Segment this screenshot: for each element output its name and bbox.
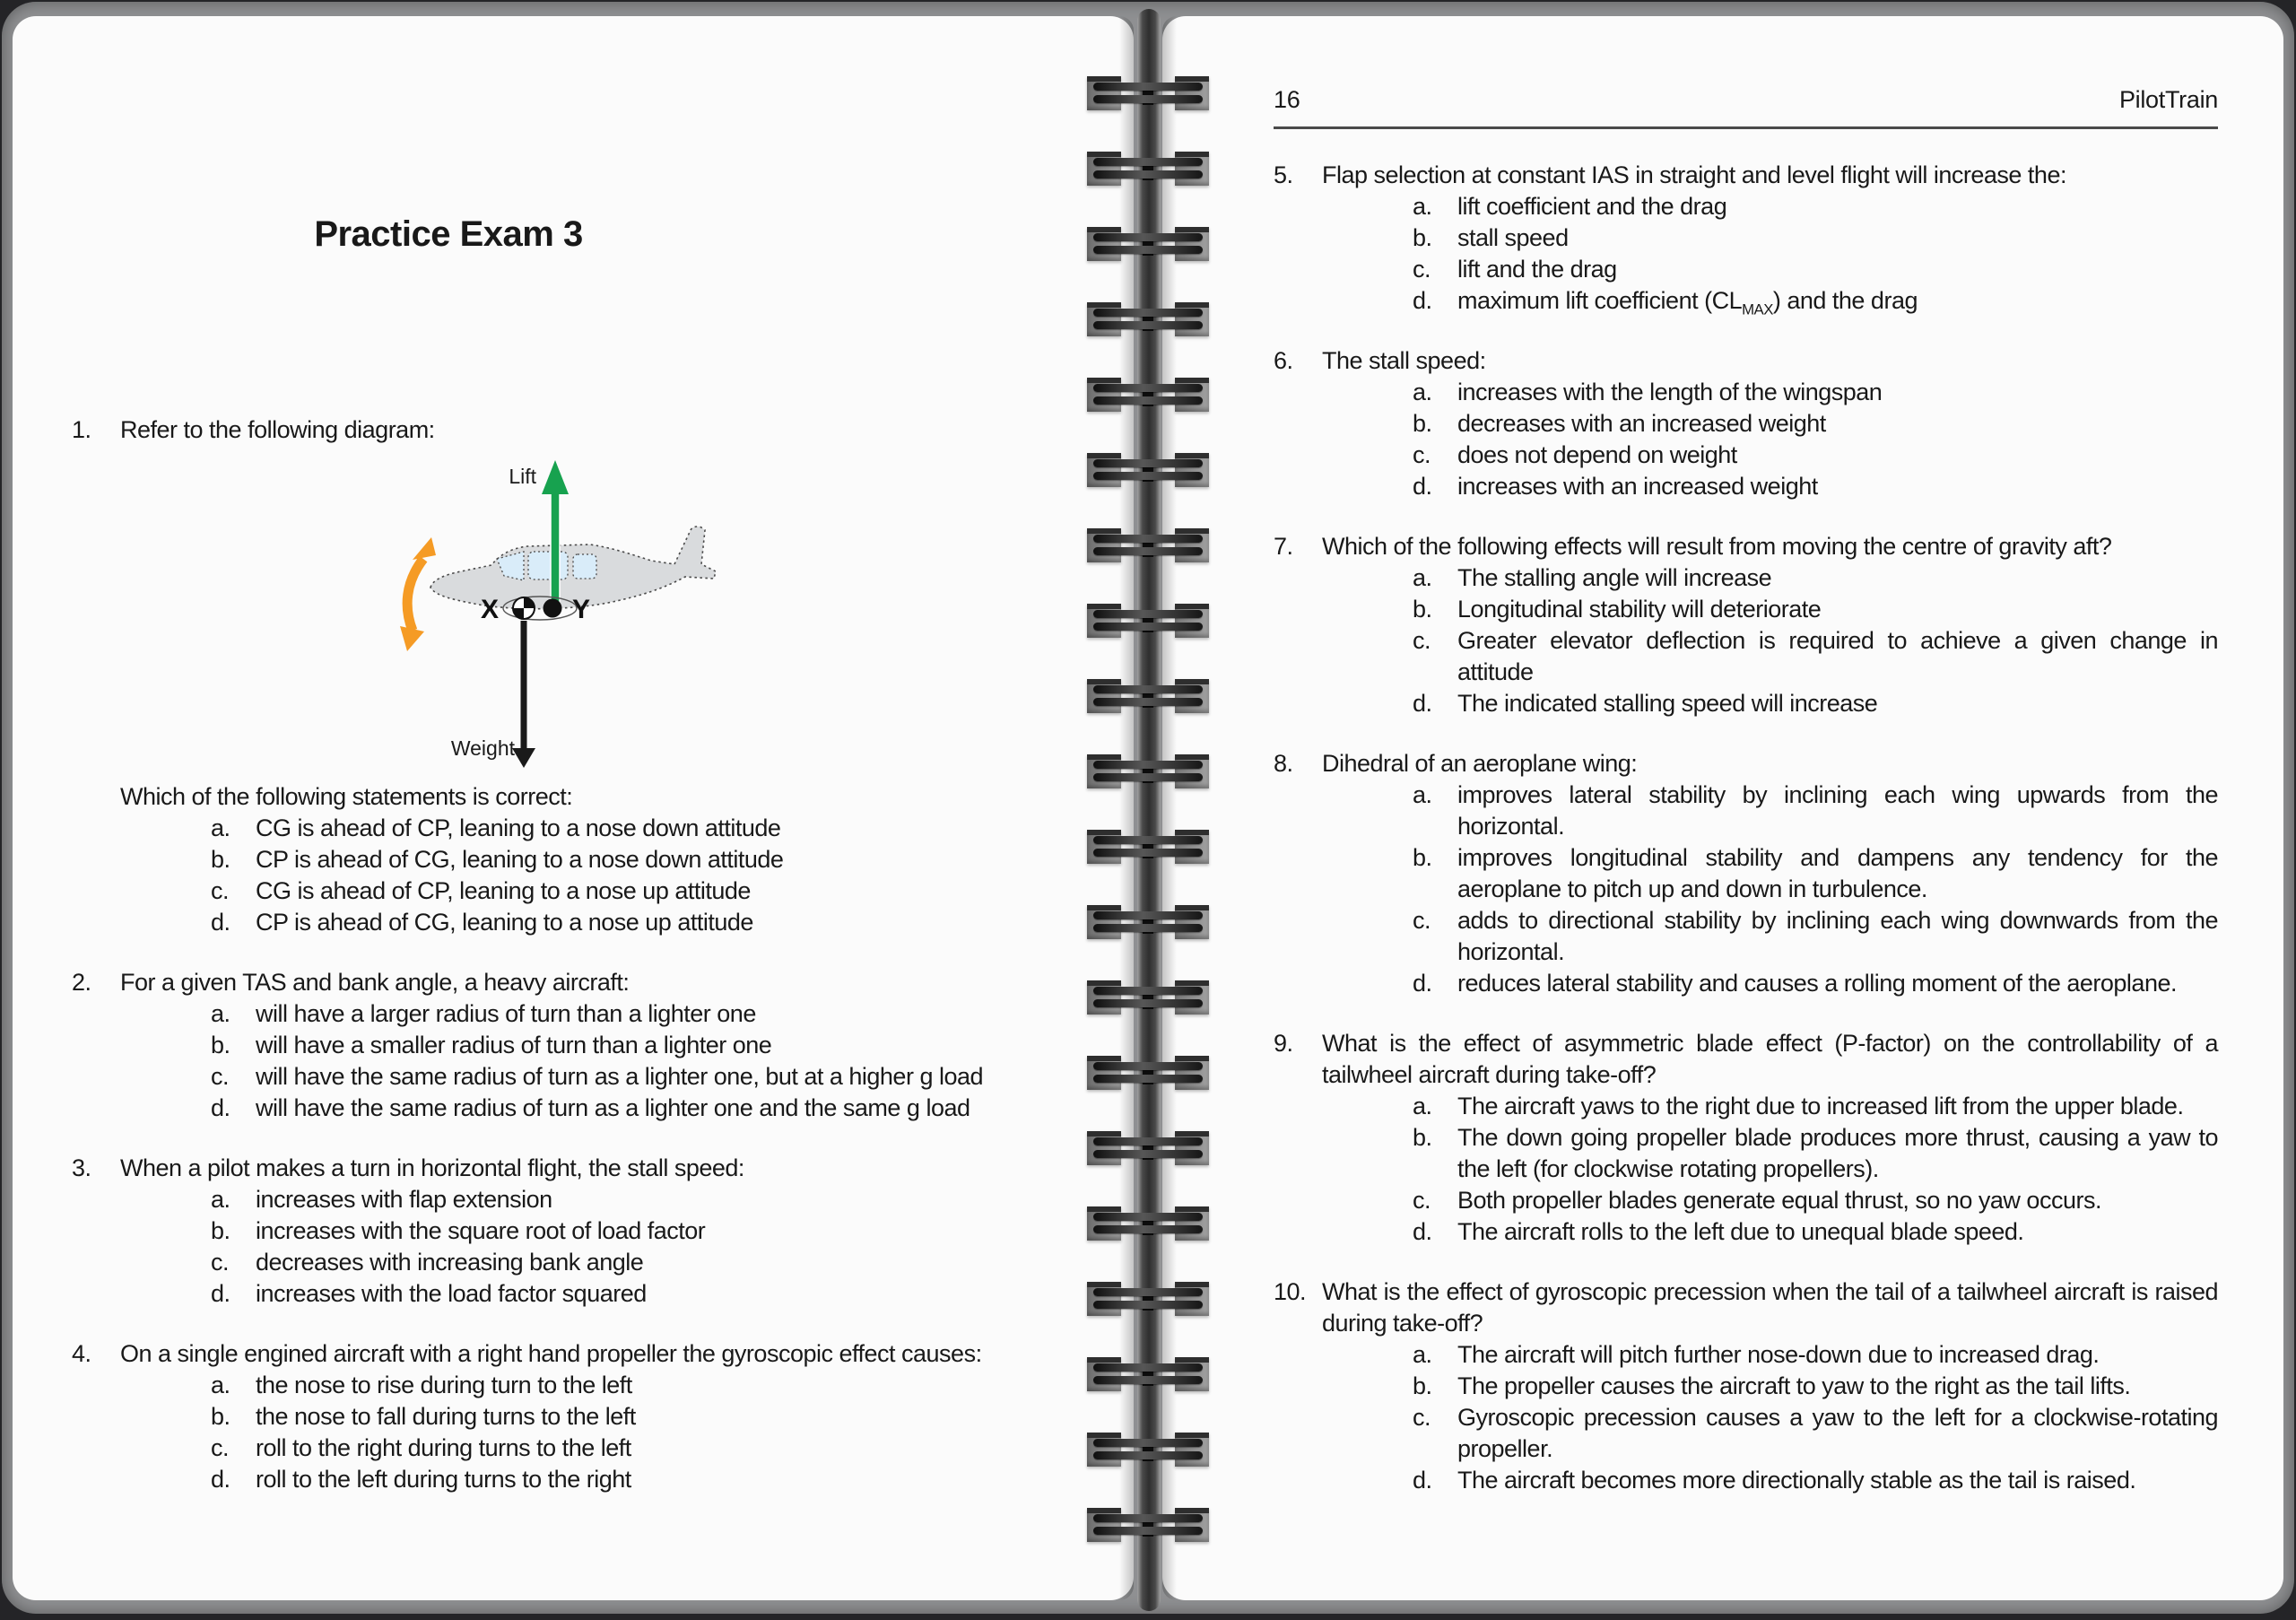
option-letter: c. [211,1063,230,1090]
question-number: 2. [72,969,91,996]
coil-right-tab [1175,754,1209,788]
answer-option [211,1061,1036,1093]
question [1274,1276,2218,1496]
coil-wire [1093,309,1203,317]
option-letter: c. [1413,1404,1431,1431]
coil-wire [1093,1288,1203,1296]
question [72,1153,1036,1310]
option-letter: a. [211,814,230,841]
question-stem: The stall speed: [1322,347,1486,374]
answer-option [1413,842,2218,905]
spiral-binding [1137,9,1161,1611]
coil-wire [1093,924,1203,932]
pitch-oscillation-arrow [400,537,436,651]
coil-wire [1093,459,1203,467]
option-text: improves longitudinal stability and dampens any tendency for the aeroplane to pitch up and down in turbulence. [1457,844,2218,902]
option-text: stall speed [1457,224,1569,251]
coil-wire [1093,773,1203,781]
option-text-segment: ) and the drag [1772,287,1918,314]
spiral-coil [1087,227,1209,261]
option-text: The down going propeller blade produces more thrust, causing a yaw to the left (for clockwise rotating propellers). [1457,1124,2218,1182]
answer-option [1413,1465,2218,1496]
question-number: 10. [1274,1278,1307,1305]
coil-left-tab [1087,1357,1121,1391]
option-letter: a. [1413,379,1432,405]
coil-left-tab [1087,152,1121,186]
option-text: improves lateral stability by inclining each wing upwards from the horizontal. [1457,781,2218,840]
question-body [1322,1028,2218,1248]
option-letter: c. [1413,627,1431,654]
option-text: increases with an increased weight [1457,473,1818,500]
question-body [1322,748,2218,999]
coil-right-tab [1175,227,1209,261]
option-letter: c. [1413,256,1431,283]
answer-option [211,1370,1036,1401]
option-text: lift coefficient and the drag [1457,193,1727,220]
coil-right-tab [1175,378,1209,412]
coil-left-tab [1087,604,1121,638]
option-text: lift and the drag [1457,256,1617,283]
y-label: Y [572,595,591,624]
option-text: increases with flap extension [256,1186,552,1213]
answer-option [1413,191,2218,222]
coil-right-tab [1175,1206,1209,1241]
answer-options [120,1184,1036,1310]
coil-wire [1093,610,1203,618]
option-letter: a. [1413,781,1432,808]
option-letter: b. [1413,596,1432,623]
coil-wire [1093,999,1203,1007]
spiral-coil [1087,679,1209,713]
coil-wire [1093,1225,1203,1233]
coil-right-tab [1175,1357,1209,1391]
question-number: 4. [72,1340,91,1367]
option-letter: d. [1413,287,1432,314]
answer-options [1322,1091,2218,1248]
question-body [120,1338,1036,1495]
coil-wire [1093,1363,1203,1372]
coil-wire [1093,535,1203,543]
page-number: 16 [1274,86,1300,113]
coil-wire [1093,1439,1203,1447]
page-title: Practice Exam 3 [314,214,583,254]
answer-option [1413,285,2218,317]
option-letter: d. [211,1466,230,1493]
spiral-coil [1087,754,1209,788]
option-text: will have a larger radius of turn than a lighter one [256,1000,756,1027]
option-text: CP is ahead of CG, leaning to a nose up attitude [256,909,753,936]
spiral-coil [1087,378,1209,412]
answer-option [1413,780,2218,842]
option-letter: d. [211,909,230,936]
coil-left-tab [1087,1131,1121,1165]
question-stem: On a single engined aircraft with a right hand propeller the gyroscopic effect causes: [120,1340,982,1367]
answer-option [211,1215,1036,1247]
option-letter: b. [1413,1124,1432,1151]
coil-wire [1093,1075,1203,1083]
coil-wire [1093,1527,1203,1535]
cg-symbol [513,597,535,619]
coil-left-tab [1087,754,1121,788]
answer-option [1413,562,2218,594]
option-text [1457,285,2218,317]
option-letter: b. [211,1032,230,1058]
cp-symbol [544,599,562,618]
answer-option [1413,594,2218,625]
option-letter: a. [1413,193,1432,220]
answer-option [211,998,1036,1030]
answer-option [1413,1339,2218,1371]
coil-wire [1093,1301,1203,1309]
answer-option [211,1278,1036,1310]
question-stem: For a given TAS and bank angle, a heavy aircraft: [120,969,630,996]
answer-option [211,875,1036,907]
coil-wire [1093,761,1203,769]
answer-option [1413,1216,2218,1248]
answer-options [120,998,1036,1124]
question-stem: Which of the following effects will result from moving the centre of gravity aft? [1322,533,2112,560]
option-letter: c. [1413,907,1431,934]
coil-right-tab [1175,1282,1209,1316]
answer-option [1413,688,2218,719]
option-text: the nose to fall during turns to the left [256,1403,636,1430]
option-text: roll to the left during turns to the right [256,1466,631,1493]
option-letter: c. [1413,1187,1431,1214]
answer-option [211,907,1036,938]
question-stem: When a pilot makes a turn in horizontal flight, the stall speed: [120,1154,744,1181]
coil-right-tab [1175,980,1209,1015]
coil-left-tab [1087,905,1121,939]
coil-wire [1093,1376,1203,1384]
coil-wire [1093,623,1203,631]
option-text-segment: maximum lift coefficient (CL [1457,287,1743,314]
option-letter: b. [211,846,230,873]
option-letter: a. [211,1186,230,1213]
question [1274,160,2218,317]
coil-right-tab [1175,679,1209,713]
option-letter: a. [211,1000,230,1027]
answer-option [211,813,1036,844]
diagram-container [382,458,777,772]
coil-left-tab [1087,1433,1121,1467]
coil-wire [1093,685,1203,693]
coil-left-tab [1087,76,1121,110]
coil-wire [1093,836,1203,844]
x-label: X [481,595,500,624]
coil-right-tab [1175,604,1209,638]
question-body [120,414,1036,938]
option-letter: c. [211,1249,230,1276]
question [72,414,1036,938]
coil-left-tab [1087,679,1121,713]
option-letter: a. [1413,1341,1432,1368]
question-body [1322,345,2218,502]
question-number: 6. [1274,347,1293,374]
coil-right-tab [1175,453,1209,487]
option-text: Both propeller blades generate equal thrust, so no yaw occurs. [1457,1187,2101,1214]
spiral-coil [1087,302,1209,336]
answer-option [211,1401,1036,1433]
left-questions [72,414,1036,1495]
question [1274,748,2218,999]
question-number: 7. [1274,533,1293,560]
answer-options [1322,780,2218,999]
answer-option [211,1247,1036,1278]
spiral-coil [1087,980,1209,1015]
option-letter: a. [1413,564,1432,591]
question [72,1338,1036,1495]
option-letter: b. [211,1217,230,1244]
answer-option [211,844,1036,875]
answer-option [211,1093,1036,1124]
question-number: 9. [1274,1030,1293,1057]
option-text: The aircraft rolls to the left due to unequal blade speed. [1457,1218,2024,1245]
coil-wire [1093,1451,1203,1459]
question-body [1322,160,2218,317]
coil-wire [1093,95,1203,103]
answer-option [1413,408,2218,440]
coil-right-tab [1175,152,1209,186]
option-letter: d. [1413,473,1432,500]
option-letter: c. [211,877,230,904]
coil-wire [1093,547,1203,555]
coil-right-tab [1175,76,1209,110]
answer-option [1413,1122,2218,1185]
option-text: adds to directional stability by inclining each wing downwards from the horizontal. [1457,907,2218,965]
subscript-text: MAX [1742,300,1773,318]
spiral-coil [1087,1508,1209,1542]
question [1274,531,2218,719]
spiral-coil [1087,1433,1209,1467]
coil-wire [1093,170,1203,179]
option-text: increases with the load factor squared [256,1280,647,1307]
option-text: Gyroscopic precession causes a yaw to the left for a clockwise-rotating propeller. [1457,1404,2218,1462]
lift-label: Lift [509,465,536,488]
coil-right-tab [1175,302,1209,336]
option-text: The propeller causes the aircraft to yaw to the right as the tail lifts. [1457,1372,2131,1399]
option-letter: c. [1413,441,1431,468]
answer-options [120,1370,1036,1495]
option-text: does not depend on weight [1457,441,1737,468]
question-substem: Which of the following statements is correct: [120,783,573,810]
weight-label: Weight [450,736,515,760]
question-number: 1. [72,416,91,443]
coil-wire [1093,911,1203,919]
option-letter: d. [1413,690,1432,717]
question [1274,1028,2218,1248]
coil-right-tab [1175,1433,1209,1467]
answer-option [1413,471,2218,502]
option-letter: d. [1413,970,1432,997]
answer-option [1413,440,2218,471]
option-letter: a. [211,1372,230,1398]
question-number: 5. [1274,161,1293,188]
coil-wire [1093,158,1203,166]
left-page [13,16,1134,1600]
brand-name: PilotTrain [2118,86,2218,113]
coil-right-tab [1175,1056,1209,1090]
option-text: will have the same radius of turn as a lighter one and the same g load [256,1094,970,1121]
answer-option [1413,1091,2218,1122]
option-text: The stalling angle will increase [1457,564,1772,591]
option-text: CG is ahead of CP, leaning to a nose down attitude [256,814,781,841]
answer-options [1322,1339,2218,1496]
option-letter: b. [1413,410,1432,437]
coil-left-tab [1087,1282,1121,1316]
option-letter: d. [211,1280,230,1307]
coil-wire [1093,698,1203,706]
coil-left-tab [1087,378,1121,412]
option-letter: d. [211,1094,230,1121]
spiral-coil [1087,152,1209,186]
question-number: 3. [72,1154,91,1181]
option-text: will have the same radius of turn as a lighter one, but at a higher g load [256,1063,984,1090]
answer-option [1413,625,2218,688]
question [72,967,1036,1124]
coil-left-tab [1087,1508,1121,1542]
option-letter: c. [211,1434,230,1461]
coil-right-tab [1175,830,1209,864]
coil-right-tab [1175,1508,1209,1542]
question-stem: Dihedral of an aeroplane wing: [1322,750,1638,777]
coil-right-tab [1175,905,1209,939]
page-header [1274,86,2218,129]
answer-option [1413,968,2218,999]
question-number: 8. [1274,750,1293,777]
coil-wire [1093,396,1203,405]
question [1274,345,2218,502]
option-text: The aircraft becomes more directionally stable as the tail is raised. [1457,1467,2136,1494]
answer-option [211,1184,1036,1215]
spiral-coil [1087,76,1209,110]
option-text: CG is ahead of CP, leaning to a nose up attitude [256,877,751,904]
answer-options [120,813,1036,938]
option-text: increases with the square root of load factor [256,1217,706,1244]
option-text: reduces lateral stability and causes a rolling moment of the aeroplane. [1457,970,2177,997]
spiral-coil [1087,830,1209,864]
option-letter: d. [1413,1218,1432,1245]
coil-wire [1093,246,1203,254]
spiral-coil [1087,1131,1209,1165]
coil-wire [1093,1213,1203,1221]
option-letter: b. [1413,1372,1432,1399]
question-body [1322,531,2218,719]
spiral-coil [1087,1357,1209,1391]
coil-left-tab [1087,227,1121,261]
option-letter: b. [211,1403,230,1430]
question-body [120,967,1036,1124]
option-text: Longitudinal stability will deteriorate [1457,596,1822,623]
coil-right-tab [1175,1131,1209,1165]
coil-wire [1093,321,1203,329]
coil-wire [1093,1062,1203,1070]
coil-wire [1093,1514,1203,1522]
weight-arrow [512,621,535,768]
spiral-coil [1087,1206,1209,1241]
spiral-coil [1087,905,1209,939]
question-stem: What is the effect of gyroscopic precession when the tail of a tailwheel aircraft is raised during take-off? [1322,1278,2218,1337]
coil-left-tab [1087,528,1121,562]
coil-left-tab [1087,1056,1121,1090]
answer-option [211,1030,1036,1061]
question-extra [120,458,1036,813]
option-letter: a. [1413,1093,1432,1119]
spiral-coil [1087,1282,1209,1316]
option-text: decreases with increasing bank angle [256,1249,644,1276]
option-text: CP is ahead of CG, leaning to a nose down attitude [256,846,784,873]
question-body [1322,1276,2218,1496]
spiral-coil [1087,604,1209,638]
option-text: the nose to rise during turn to the left [256,1372,632,1398]
question-stem: What is the effect of asymmetric blade effect (P-factor) on the controllability of a tailwheel aircraft during take-off? [1322,1030,2218,1088]
answer-option [211,1464,1036,1495]
option-text: will have a smaller radius of turn than a lighter one [256,1032,772,1058]
answer-options [1322,191,2218,317]
spiral-coil [1087,453,1209,487]
coil-right-tab [1175,528,1209,562]
answer-option [211,1433,1036,1464]
answer-options [1322,377,2218,502]
option-text: increases with the length of the wingspan [1457,379,1883,405]
question-stem: Flap selection at constant IAS in straight and level flight will increase the: [1322,161,2066,188]
coil-wire [1093,987,1203,995]
aircraft-window [573,554,596,579]
answer-option [1413,1402,2218,1465]
coil-wire [1093,233,1203,241]
coil-left-tab [1087,302,1121,336]
aircraft-forces-diagram [382,458,777,772]
coil-wire [1093,472,1203,480]
answer-options [1322,562,2218,719]
aircraft-window [528,552,568,579]
coil-left-tab [1087,830,1121,864]
answer-option [1413,377,2218,408]
coil-wire [1093,83,1203,91]
question-body [120,1153,1036,1310]
option-letter: d. [1413,1467,1432,1494]
option-text: Greater elevator deflection is required to achieve a given change in attitude [1457,627,2218,685]
option-letter: b. [1413,224,1432,251]
option-text: The indicated stalling speed will increase [1457,690,1878,717]
coil-wire [1093,1137,1203,1145]
coil-left-tab [1087,1206,1121,1241]
right-page [1162,16,2283,1600]
option-text: decreases with an increased weight [1457,410,1826,437]
answer-option [1413,222,2218,254]
option-text: roll to the right during turns to the left [256,1434,631,1461]
answer-option [1413,254,2218,285]
coil-wire [1093,849,1203,857]
option-letter: b. [1413,844,1432,871]
coil-left-tab [1087,980,1121,1015]
answer-option [1413,1371,2218,1402]
right-questions [1274,160,2218,1496]
option-text: The aircraft will pitch further nose-down due to increased drag. [1457,1341,2100,1368]
answer-option [1413,1185,2218,1216]
spiral-coil [1087,1056,1209,1090]
question-stem: Refer to the following diagram: [120,416,435,443]
option-text: The aircraft yaws to the right due to increased lift from the upper blade. [1457,1093,2184,1119]
answer-option [1413,905,2218,968]
spiral-coil [1087,528,1209,562]
coil-wire [1093,384,1203,392]
coil-left-tab [1087,453,1121,487]
coil-wire [1093,1150,1203,1158]
